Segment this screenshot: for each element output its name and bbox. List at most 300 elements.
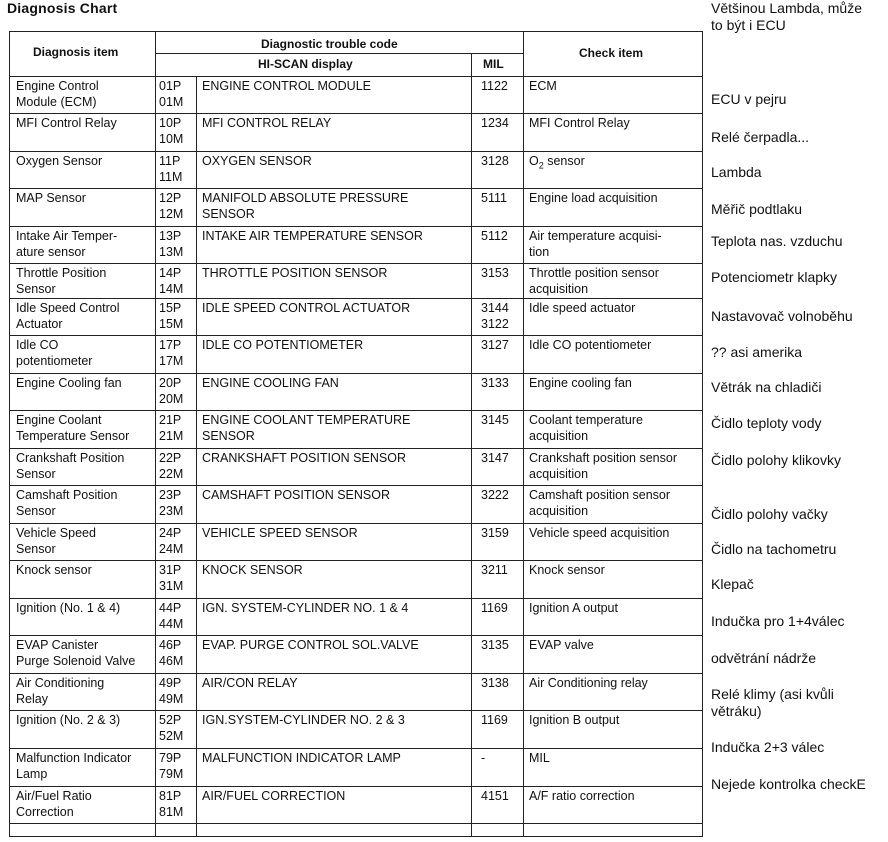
- check-item-line: Crankshaft position sensor: [529, 451, 677, 465]
- hiscan-display-line: ENGINE COOLING FAN: [202, 376, 339, 390]
- trouble-code-line: 24M: [159, 541, 184, 556]
- diagnosis-item-line: Ignition (No. 1 & 4): [16, 601, 121, 615]
- trouble-code-line: 01M: [159, 94, 184, 109]
- diagnosis-item-line: Oxygen Sensor: [16, 154, 103, 168]
- check-item-line: A/F ratio correction: [529, 789, 635, 803]
- mil-code-line: -: [481, 751, 486, 765]
- note-line: odvětrání nádrže: [711, 650, 817, 666]
- trouble-code-line: 81P: [159, 789, 182, 803]
- note: [711, 379, 822, 396]
- mil-code-line: 3135: [481, 638, 509, 652]
- mil-code: [481, 789, 509, 805]
- table-rule: [9, 523, 703, 524]
- diagnosis-item-line: Purge Solenoid Valve: [16, 653, 136, 668]
- mil-code-line: 3128: [481, 154, 509, 168]
- table-rule: [9, 748, 703, 749]
- table-rule: [9, 448, 703, 449]
- diagnosis-item-line: MFI Control Relay: [16, 116, 117, 130]
- trouble-code: [159, 676, 183, 707]
- note: [711, 308, 853, 325]
- note-line: Relé klimy (asi kvůli: [711, 686, 834, 702]
- diagnosis-item-line: Engine Control: [16, 79, 99, 93]
- trouble-code: [159, 301, 183, 332]
- diagnosis-item: [16, 154, 102, 170]
- trouble-code-line: 15P: [159, 301, 182, 315]
- trouble-code-line: 44P: [159, 601, 182, 615]
- hiscan-display-line: SENSOR: [202, 206, 255, 221]
- trouble-code-line: 11M: [159, 169, 183, 184]
- note-line: Indučka 2+3 válec: [711, 739, 825, 755]
- diagnosis-item-line: Sensor: [16, 281, 56, 296]
- table-rule: [9, 598, 703, 599]
- check-item: [529, 676, 648, 692]
- mil-code-line: 5111: [481, 191, 507, 205]
- check-item: [529, 154, 585, 170]
- diagnosis-item-line: ature sensor: [16, 244, 86, 259]
- mil-code: [481, 376, 509, 392]
- diagnosis-item-line: Air/Fuel Ratio: [16, 789, 92, 803]
- hiscan-display-line: MANIFOLD ABSOLUTE PRESSURE: [202, 191, 409, 205]
- trouble-code-line: 11P: [159, 154, 181, 168]
- check-item: [529, 563, 605, 579]
- mil-code-line: 3138: [481, 676, 509, 690]
- mil-code-line: 3133: [481, 376, 509, 390]
- check-item: [529, 376, 632, 392]
- trouble-code-line: 10P: [159, 116, 182, 130]
- hiscan-display: [202, 488, 390, 504]
- mil-code-line: 3122: [481, 316, 509, 331]
- table-rule: [9, 263, 703, 264]
- hiscan-display-line: IDLE CO POTENTIOMETER: [202, 338, 364, 352]
- hiscan-display-line: AIR/FUEL CORRECTION: [202, 789, 346, 803]
- mil-code-line: 3159: [481, 526, 509, 540]
- hiscan-display-line: SENSOR: [202, 428, 255, 443]
- note-line: ECU v pejru: [711, 91, 787, 107]
- mil-code: [481, 751, 485, 767]
- trouble-code: [159, 713, 183, 744]
- trouble-code: [159, 751, 183, 782]
- check-item: [529, 301, 635, 317]
- mil-code: [481, 488, 509, 504]
- trouble-code-line: 22M: [159, 466, 184, 481]
- table-rule: [196, 76, 197, 837]
- hiscan-display-line: MALFUNCTION INDICATOR LAMP: [202, 751, 401, 765]
- table-rule: [9, 188, 703, 189]
- trouble-code-line: 15M: [159, 316, 184, 331]
- trouble-code-line: 46P: [159, 638, 182, 652]
- note-line: Lambda: [711, 164, 762, 180]
- diagnosis-item: [16, 191, 86, 207]
- trouble-code-line: 52P: [159, 713, 182, 727]
- mil-code-line: 1169: [481, 601, 508, 615]
- table-rule: [9, 823, 703, 824]
- trouble-code-line: 13P: [159, 229, 182, 243]
- diagnosis-item-line: Crankshaft Position: [16, 451, 125, 465]
- diagnosis-item: [16, 229, 117, 260]
- header-mil: MIL: [483, 57, 504, 71]
- check-item-line: MFI Control Relay: [529, 116, 630, 130]
- note: [711, 613, 844, 630]
- diagnosis-item: [16, 451, 124, 482]
- hiscan-display-line: IGN.SYSTEM-CYLINDER NO. 2 & 3: [202, 713, 405, 727]
- table-rule: [9, 298, 703, 299]
- trouble-code: [159, 338, 183, 369]
- trouble-code: [159, 789, 183, 820]
- note: [711, 269, 837, 286]
- check-item: [529, 488, 670, 519]
- note: [711, 415, 822, 432]
- diagnosis-item-line: Vehicle Speed: [16, 526, 96, 540]
- mil-code: [481, 638, 509, 654]
- mil-code: [481, 191, 507, 207]
- note-line: Teplota nas. vzduchu: [711, 233, 843, 249]
- mil-code-line: 1169: [481, 713, 508, 727]
- header-dtc: Diagnostic trouble code: [261, 37, 398, 51]
- table-rule: [9, 226, 703, 227]
- check-item: [529, 79, 557, 95]
- trouble-code: [159, 116, 183, 147]
- check-item-line: Air temperature acquisi-: [529, 229, 662, 243]
- table-rule: [9, 836, 703, 837]
- diagnosis-item-line: EVAP Canister: [16, 638, 99, 652]
- trouble-code-line: 44M: [159, 616, 184, 631]
- trouble-code-line: 21M: [159, 428, 184, 443]
- note-line: Indučka pro 1+4válec: [711, 613, 845, 629]
- check-item: [529, 789, 635, 805]
- diagnosis-item-line: Actuator: [16, 316, 63, 331]
- hiscan-display-line: MFI CONTROL RELAY: [202, 116, 332, 130]
- note-line: Čidlo teploty vody: [711, 415, 822, 431]
- header-check-item: Check item: [579, 46, 644, 60]
- diagnosis-item-line: Sensor: [16, 466, 56, 481]
- check-item: [529, 638, 594, 654]
- check-item: [529, 191, 658, 207]
- mil-code: [481, 229, 508, 245]
- diagnosis-item: [16, 116, 117, 132]
- note: [711, 776, 866, 793]
- mil-code-line: 3145: [481, 413, 509, 427]
- mil-code: [481, 79, 508, 95]
- page-title: Diagnosis Chart: [7, 0, 118, 16]
- check-item-line: ECM: [529, 79, 557, 93]
- hiscan-display-line: ENGINE CONTROL MODULE: [202, 79, 372, 93]
- note-line: Čidlo na tachometru: [711, 541, 837, 557]
- note-line: Nastavovač volnoběhu: [711, 308, 853, 324]
- check-item-line: Vehicle speed acquisition: [529, 526, 670, 540]
- check-item: [529, 413, 643, 444]
- diagnosis-item-line: Intake Air Temper-: [16, 229, 118, 243]
- diagnosis-item: [16, 563, 92, 579]
- diagnosis-item-line: Idle Speed Control: [16, 301, 120, 315]
- check-item-line: Knock sensor: [529, 563, 605, 577]
- trouble-code-line: 49M: [159, 691, 184, 706]
- diagnosis-item-line: Throttle Position: [16, 266, 107, 280]
- table-rule: [9, 635, 703, 636]
- mil-code: [481, 451, 509, 467]
- trouble-code-line: 12P: [159, 191, 182, 205]
- mil-code: [481, 338, 509, 354]
- check-item-line: Idle speed actuator: [529, 301, 636, 315]
- trouble-code: [159, 638, 183, 669]
- mil-code-line: 1122: [481, 79, 508, 93]
- hiscan-display-line: KNOCK SENSOR: [202, 563, 303, 577]
- mil-code-line: 1234: [481, 116, 509, 130]
- note-line: Potenciometr klapky: [711, 269, 838, 285]
- hiscan-display: [202, 191, 408, 222]
- trouble-code-line: 17P: [159, 338, 182, 352]
- check-item-line: Engine load acquisition: [529, 191, 658, 205]
- mil-code: [481, 413, 509, 429]
- trouble-code: [159, 376, 183, 407]
- trouble-code: [159, 413, 183, 444]
- mil-code-line: 3211: [481, 563, 508, 577]
- trouble-code: [159, 563, 183, 594]
- mil-code: [481, 713, 508, 729]
- hiscan-display: [202, 229, 423, 245]
- diagnosis-item-line: Air Conditioning: [16, 676, 105, 690]
- note: [711, 129, 809, 146]
- trouble-code-line: 17M: [159, 353, 184, 368]
- diagnosis-item-line: Temperature Sensor: [16, 428, 130, 443]
- mil-code-line: 3222: [481, 488, 509, 502]
- trouble-code: [159, 488, 183, 519]
- mil-code-line: 3144: [481, 301, 509, 315]
- table-rule: [155, 53, 523, 54]
- hiscan-display-line: THROTTLE POSITION SENSOR: [202, 266, 388, 280]
- table-rule: [9, 410, 703, 411]
- mil-code: [481, 301, 509, 332]
- check-item: [529, 338, 651, 354]
- trouble-code-line: 31M: [159, 578, 184, 593]
- diagnosis-item: [16, 751, 131, 782]
- hiscan-display: [202, 751, 401, 767]
- diagnosis-item: [16, 338, 92, 369]
- hiscan-display-line: AIR/CON RELAY: [202, 676, 298, 690]
- trouble-code: [159, 191, 183, 222]
- note-line: Čidlo polohy vačky: [711, 506, 828, 522]
- check-item-line: MIL: [529, 751, 550, 765]
- diagnosis-item-line: Sensor: [16, 503, 56, 518]
- trouble-code: [159, 266, 183, 297]
- diagnosis-item-line: Idle CO: [16, 338, 59, 352]
- check-item: [529, 713, 619, 729]
- hiscan-display-line: IGN. SYSTEM-CYLINDER NO. 1 & 4: [202, 601, 409, 615]
- mil-code: [481, 116, 509, 132]
- check-item-line: acquisition: [529, 428, 589, 443]
- hiscan-display-line: IDLE SPEED CONTROL ACTUATOR: [202, 301, 411, 315]
- diagnosis-item-line: Knock sensor: [16, 563, 92, 577]
- diagnosis-item-line: Relay: [16, 691, 48, 706]
- hiscan-display: [202, 338, 363, 354]
- note: [711, 686, 834, 720]
- diagnosis-item: [16, 789, 92, 820]
- table-rule: [9, 113, 703, 114]
- trouble-code-line: 24P: [159, 526, 182, 540]
- diagnosis-item: [16, 713, 120, 729]
- trouble-code-line: 52M: [159, 728, 184, 743]
- hiscan-display: [202, 451, 406, 467]
- hiscan-display: [202, 713, 405, 729]
- note: [711, 739, 824, 756]
- hiscan-display: [202, 601, 408, 617]
- hiscan-display-line: CAMSHAFT POSITION SENSOR: [202, 488, 390, 502]
- diagnosis-item-line: Ignition (No. 2 & 3): [16, 713, 121, 727]
- hiscan-display-line: OXYGEN SENSOR: [202, 154, 312, 168]
- note-line: Nejede kontrolka checkE: [711, 776, 866, 792]
- hiscan-display: [202, 676, 298, 692]
- table-rule: [9, 151, 703, 152]
- diagnosis-item-line: Module (ECM): [16, 94, 97, 109]
- note-line: větráku): [711, 703, 762, 719]
- trouble-code-line: 46M: [159, 653, 184, 668]
- note: [711, 201, 802, 218]
- diagnosis-item-line: potentiometer: [16, 353, 93, 368]
- check-item-line: acquisition: [529, 466, 589, 481]
- table-rule: [9, 673, 703, 674]
- diagnosis-item-line: Lamp: [16, 766, 48, 781]
- check-item: [529, 601, 618, 617]
- trouble-code-line: 20P: [159, 376, 182, 390]
- diagnosis-item-line: Engine Coolant: [16, 413, 102, 427]
- note: [711, 650, 816, 667]
- table-rule: [9, 560, 703, 561]
- hiscan-display: [202, 526, 358, 542]
- table-rule: [9, 373, 703, 374]
- mil-code: [481, 526, 509, 542]
- trouble-code-line: 31P: [159, 563, 182, 577]
- diagnosis-item-line: Camshaft Position: [16, 488, 118, 502]
- hiscan-display: [202, 79, 371, 95]
- trouble-code-line: 81M: [159, 804, 184, 819]
- diagnosis-item-line: MAP Sensor: [16, 191, 86, 205]
- hiscan-display: [202, 154, 312, 170]
- note: [711, 452, 841, 469]
- diagnosis-item: [16, 638, 135, 669]
- hiscan-display: [202, 376, 339, 392]
- diagnosis-item-line: Sensor: [16, 541, 56, 556]
- check-item-line: acquisition: [529, 281, 589, 296]
- diagnosis-item-line: Correction: [16, 804, 74, 819]
- hiscan-display: [202, 413, 410, 444]
- mil-code-line: 3147: [481, 451, 509, 465]
- trouble-code: [159, 526, 183, 557]
- note: [711, 541, 836, 558]
- trouble-code: [159, 154, 182, 185]
- diagnosis-item: [16, 601, 120, 617]
- check-item: [529, 229, 662, 260]
- note-line: Čidlo polohy klikovky: [711, 452, 841, 468]
- trouble-code-line: 79M: [159, 766, 184, 781]
- check-item-line: Ignition A output: [529, 601, 618, 615]
- hiscan-display-line: VEHICLE SPEED SENSOR: [202, 526, 358, 540]
- trouble-code: [159, 451, 183, 482]
- trouble-code-line: 49P: [159, 676, 182, 690]
- header-hiscan: HI-SCAN display: [258, 57, 353, 71]
- diagnosis-item: [16, 79, 99, 110]
- trouble-code-line: 13M: [159, 244, 184, 259]
- hiscan-display-line: INTAKE AIR TEMPERATURE SENSOR: [202, 229, 423, 243]
- trouble-code-line: 14M: [159, 281, 184, 296]
- table-rule: [9, 786, 703, 787]
- note: [711, 0, 862, 34]
- mil-code-line: 5112: [481, 229, 508, 243]
- check-item-line: Ignition B output: [529, 713, 620, 727]
- diagnosis-item: [16, 301, 120, 332]
- hiscan-display: [202, 563, 303, 579]
- check-item: [529, 451, 677, 482]
- check-item-line: tion: [529, 244, 550, 259]
- diagnosis-item: [16, 676, 104, 707]
- trouble-code-line: 12M: [159, 206, 184, 221]
- trouble-code: [159, 79, 183, 110]
- check-item-line: $O_2$ sensor: [529, 154, 585, 171]
- note-line: Relé čerpadla...: [711, 129, 810, 145]
- table-rule: [9, 485, 703, 486]
- note: [711, 506, 828, 523]
- note: [711, 233, 843, 250]
- mil-code: [481, 601, 508, 617]
- check-item-line: EVAP valve: [529, 638, 594, 652]
- hiscan-display: [202, 638, 419, 654]
- table-rule: [9, 710, 703, 711]
- note: [711, 164, 762, 181]
- note-line: Většinou Lambda, může: [711, 0, 862, 16]
- check-item: [529, 116, 630, 132]
- mil-code-line: 3153: [481, 266, 509, 280]
- note: [711, 576, 754, 593]
- diagnosis-item: [16, 526, 96, 557]
- trouble-code-line: 14P: [159, 266, 182, 280]
- check-item-line: Idle CO potentiometer: [529, 338, 652, 352]
- diagnosis-item: [16, 413, 129, 444]
- table-rule: [9, 335, 703, 336]
- note-line: Klepač: [711, 576, 754, 592]
- diagnosis-item-line: Malfunction Indicator: [16, 751, 132, 765]
- diagnosis-item: [16, 488, 117, 519]
- trouble-code-line: 10M: [159, 131, 184, 146]
- mil-code-line: 4151: [481, 789, 509, 803]
- mil-code: [481, 676, 509, 692]
- hiscan-display: [202, 266, 387, 282]
- mil-code-line: 3127: [481, 338, 509, 352]
- hiscan-display: [202, 789, 345, 805]
- check-item-line: Camshaft position sensor: [529, 488, 671, 502]
- hiscan-display-line: CRANKSHAFT POSITION SENSOR: [202, 451, 406, 465]
- check-item: [529, 751, 550, 767]
- check-item-line: Engine cooling fan: [529, 376, 632, 390]
- hiscan-display: [202, 116, 331, 132]
- trouble-code-line: 79P: [159, 751, 182, 765]
- hiscan-display-line: EVAP. PURGE CONTROL SOL.VALVE: [202, 638, 419, 652]
- note-line: Větrák na chladiči: [711, 379, 822, 395]
- diagnosis-item: [16, 376, 122, 392]
- hiscan-display-line: ENGINE COOLANT TEMPERATURE: [202, 413, 411, 427]
- mil-code: [481, 266, 509, 282]
- check-item-line: Throttle position sensor: [529, 266, 659, 280]
- note-line: ?? asi amerika: [711, 344, 803, 360]
- mil-code: [481, 563, 508, 579]
- note: [711, 344, 802, 361]
- diagnosis-item-line: Engine Cooling fan: [16, 376, 122, 390]
- table-rule: [471, 53, 472, 837]
- trouble-code-line: 23M: [159, 503, 184, 518]
- diagnosis-item: [16, 266, 106, 297]
- trouble-code: [159, 229, 183, 260]
- trouble-code-line: 21P: [159, 413, 182, 427]
- note: [711, 91, 786, 108]
- table-rule: [9, 76, 703, 77]
- check-item-line: Coolant temperature: [529, 413, 643, 427]
